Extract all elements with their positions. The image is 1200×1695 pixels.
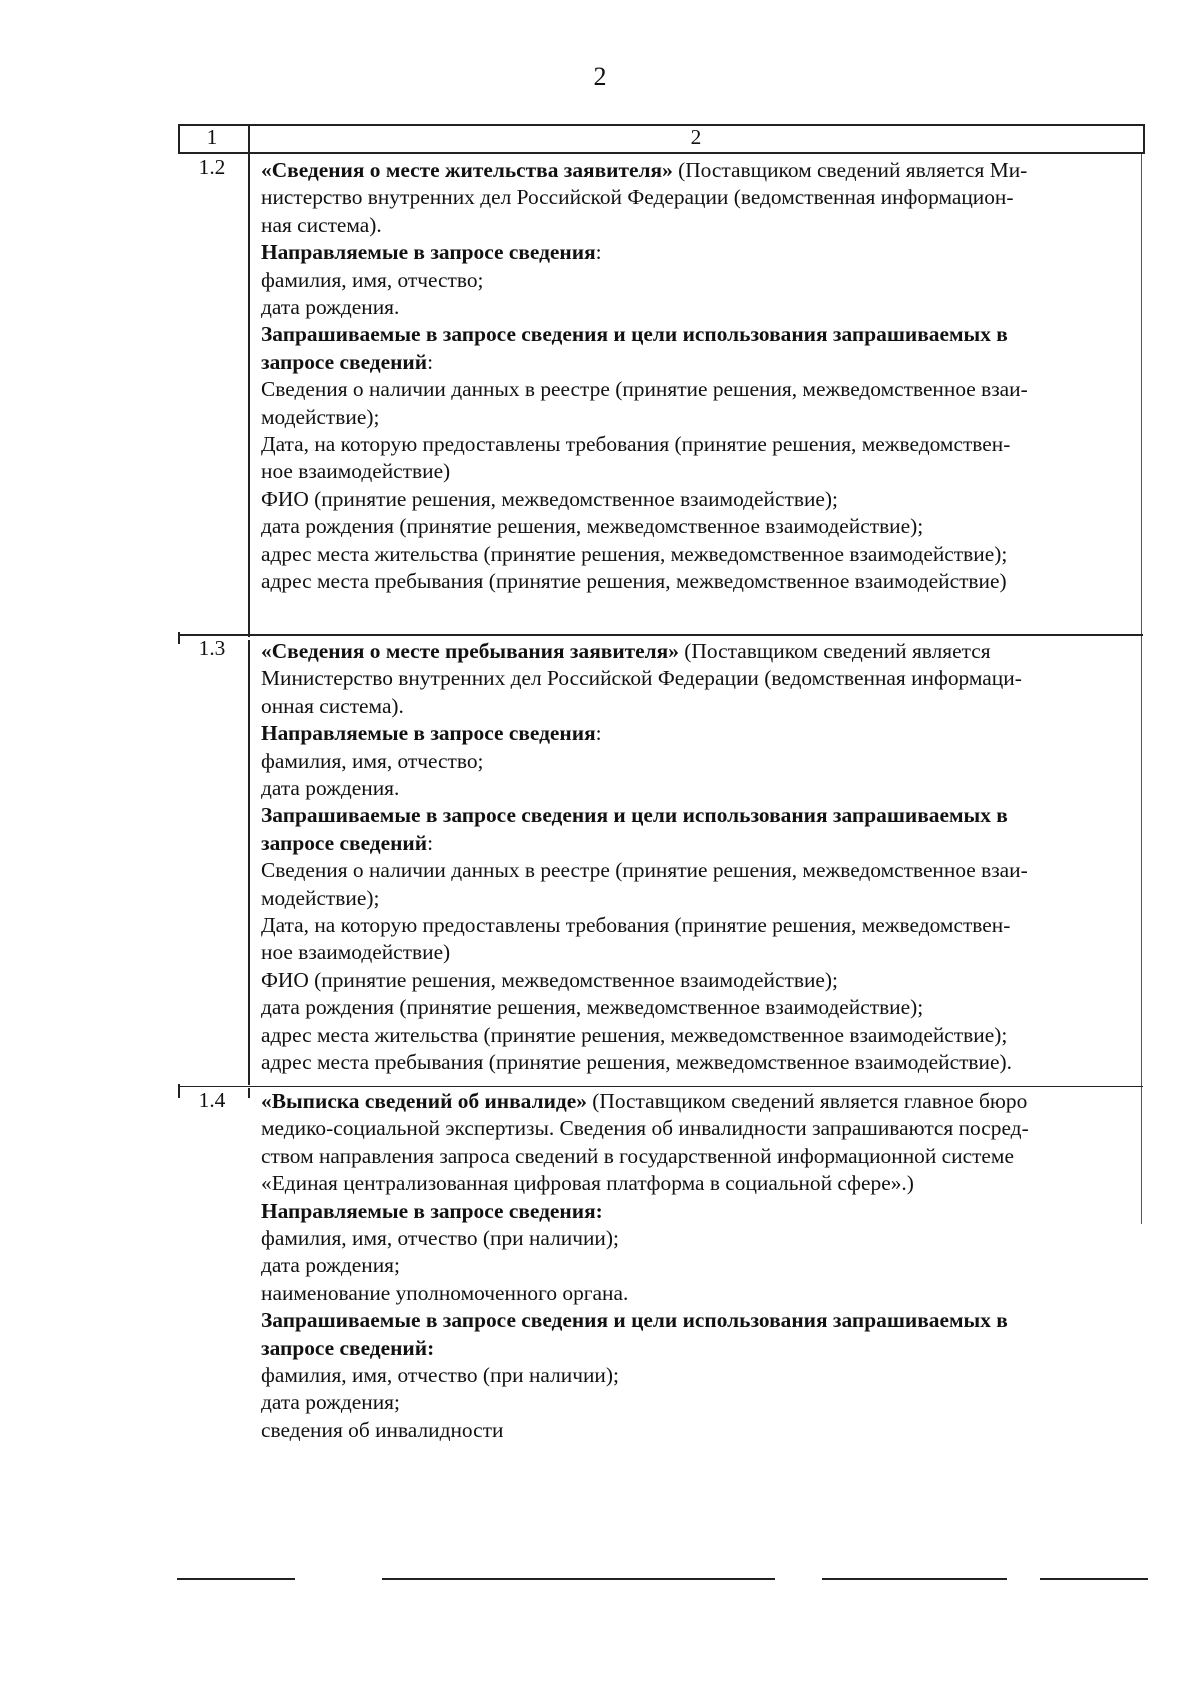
text-line: [261, 1225, 1029, 1252]
text-line: [261, 1389, 1029, 1416]
table-right-border: [1143, 124, 1145, 154]
row-number: 1.4: [198, 1088, 226, 1112]
regular-text: фамилия, имя, отчество;: [261, 748, 484, 773]
row-number: 1.3: [198, 636, 226, 660]
bold-text: Направляемые в запросе сведения: [261, 721, 596, 746]
row-content: [261, 638, 1028, 1077]
bold-text: запросе сведений:: [261, 1335, 435, 1360]
regular-text: ное взаимодействие): [261, 940, 451, 965]
regular-text: дата рождения (принятие решения, межведомственное взаимодействие);: [261, 995, 924, 1020]
text-line: [261, 157, 1028, 184]
text-line: [261, 321, 1028, 348]
regular-text: дата рождения.: [261, 776, 400, 801]
bold-text: Запрашиваемые в запросе сведения и цели использования запрашиваемых в: [261, 322, 1008, 347]
regular-text: Сведения о наличии данных в реестре (принятие решения, межведомственное взаи-: [261, 858, 1028, 883]
regular-text: ством направления запроса сведений в государственной информационной системе: [261, 1143, 1014, 1168]
regular-text: :: [595, 721, 602, 746]
regular-text: (Поставщиком сведений является Ми-: [672, 158, 1028, 182]
regular-text: модействие);: [261, 404, 380, 429]
text-line: [261, 431, 1028, 458]
bold-text: Запрашиваемые в запросе сведения и цели использования запрашиваемых в: [261, 803, 1008, 828]
bold-text: «Сведения о месте пребывания заявителя»: [261, 639, 679, 663]
text-line: [261, 1362, 1029, 1389]
row-content: [261, 157, 1028, 596]
regular-text: ФИО (принятие решения, межведомственное взаимодействие);: [261, 967, 838, 992]
text-line: [261, 775, 1028, 802]
regular-text: Дата, на которую предоставлены требования (принятие решения, межведомствен-: [261, 432, 1011, 457]
text-line: [261, 184, 1028, 211]
text-line: [261, 1049, 1028, 1076]
text-line: [261, 1143, 1029, 1170]
regular-text: адрес места жительства (принятие решения, межведомственное взаимодействие);: [261, 1022, 1008, 1047]
text-line: [261, 1022, 1028, 1049]
text-line: [261, 376, 1028, 403]
regular-text: фамилия, имя, отчество (при наличии);: [261, 1226, 619, 1251]
footer-line: [382, 1578, 775, 1580]
regular-text: дата рождения.: [261, 295, 400, 320]
row-divider: [178, 634, 1143, 636]
footer-line: [822, 1578, 1007, 1580]
regular-text: :: [427, 830, 434, 855]
text-line: [261, 541, 1028, 568]
regular-text: дата рождения;: [261, 1390, 400, 1415]
bold-text: Запрашиваемые в запросе сведения и цели использования запрашиваемых в: [261, 1308, 1008, 1333]
text-line: [261, 1417, 1029, 1444]
regular-text: адрес места пребывания (принятие решения, межведомственное взаимодействие).: [261, 1050, 1012, 1075]
text-line: [261, 486, 1028, 513]
row-content: [261, 1088, 1029, 1444]
regular-text: «Единая централизованная цифровая платформа в социальной сфере».): [261, 1171, 914, 1196]
text-line: [261, 212, 1028, 239]
regular-text: фамилия, имя, отчество;: [261, 267, 484, 292]
regular-text: Дата, на которую предоставлены требования (принятие решения, межведомствен-: [261, 913, 1011, 938]
regular-text: наименование уполномоченного органа.: [261, 1280, 629, 1305]
text-line: [261, 404, 1028, 431]
regular-text: :: [427, 349, 434, 374]
bold-text: запросе сведений: [261, 349, 428, 374]
regular-text: адрес места жительства (принятие решения, межведомственное взаимодействие);: [261, 541, 1008, 566]
text-line: [261, 1115, 1029, 1142]
regular-text: ное взаимодействие): [261, 459, 451, 484]
row-number: 1.2: [198, 155, 226, 179]
regular-text: дата рождения;: [261, 1253, 400, 1278]
row-divider: [178, 1086, 1143, 1087]
text-line: [261, 885, 1028, 912]
bold-text: «Сведения о месте жительства заявителя»: [261, 158, 673, 182]
text-line: [261, 513, 1028, 540]
regular-text: Сведения о наличии данных в реестре (принятие решения, межведомственное взаи-: [261, 377, 1028, 402]
bold-text: «Выписка сведений об инвалиде»: [261, 1089, 587, 1113]
regular-text: ФИО (принятие решения, межведомственное взаимодействие);: [261, 486, 838, 511]
header-bottom-border: [178, 152, 1145, 154]
text-line: [261, 1198, 1029, 1225]
text-line: [261, 458, 1028, 485]
text-line: [261, 349, 1028, 376]
text-line: [261, 267, 1028, 294]
text-line: [261, 912, 1028, 939]
bold-text: Направляемые в запросе сведения:: [261, 1198, 603, 1223]
column-divider: [248, 640, 250, 1085]
regular-text: (Поставщиком сведений является главное бюро: [586, 1089, 1028, 1113]
text-line: [261, 994, 1028, 1021]
text-line: [261, 1252, 1029, 1279]
text-line: [261, 830, 1028, 857]
table-right-border: [1141, 154, 1142, 1224]
text-line: [261, 294, 1028, 321]
text-line: [261, 568, 1028, 595]
regular-text: адрес места пребывания (принятие решения, межведомственное взаимодействие): [261, 569, 1007, 594]
regular-text: :: [595, 240, 602, 265]
regular-text: (Поставщиком сведений является: [678, 639, 991, 663]
regular-text: фамилия, имя, отчество (при наличии);: [261, 1363, 619, 1388]
text-line: [261, 967, 1028, 994]
text-line: [261, 1307, 1029, 1334]
regular-text: сведения об инвалидности: [261, 1417, 504, 1442]
header-col-1: 1: [206, 125, 218, 149]
page-number: 2: [593, 62, 607, 91]
bold-text: запросе сведений: [261, 830, 428, 855]
text-line: [261, 802, 1028, 829]
text-line: [261, 638, 1028, 665]
footer-line: [1040, 1578, 1148, 1580]
text-line: [261, 665, 1028, 692]
text-line: [261, 1088, 1029, 1115]
text-line: [261, 1170, 1029, 1197]
text-line: [261, 748, 1028, 775]
text-line: [261, 693, 1028, 720]
text-line: [261, 1280, 1029, 1307]
text-line: [261, 239, 1028, 266]
text-line: [261, 857, 1028, 884]
header-col-2: 2: [690, 125, 702, 149]
regular-text: онная система).: [261, 693, 404, 718]
text-line: [261, 720, 1028, 747]
text-line: [261, 1335, 1029, 1362]
regular-text: модействие);: [261, 885, 380, 910]
regular-text: ная система).: [261, 212, 382, 237]
bold-text: Направляемые в запросе сведения: [261, 240, 596, 265]
text-line: [261, 939, 1028, 966]
column-divider: [248, 124, 250, 637]
regular-text: дата рождения (принятие решения, межведомственное взаимодействие);: [261, 514, 924, 539]
regular-text: нистерство внутренних дел Российской Федерации (ведомственная информацион-: [261, 185, 1014, 210]
regular-text: Министерство внутренних дел Российской Федерации (ведомственная информаци-: [261, 666, 1022, 691]
footer-line: [177, 1578, 295, 1580]
regular-text: медико-социальной экспертизы. Сведения об инвалидности запрашиваются посред-: [261, 1116, 1029, 1141]
